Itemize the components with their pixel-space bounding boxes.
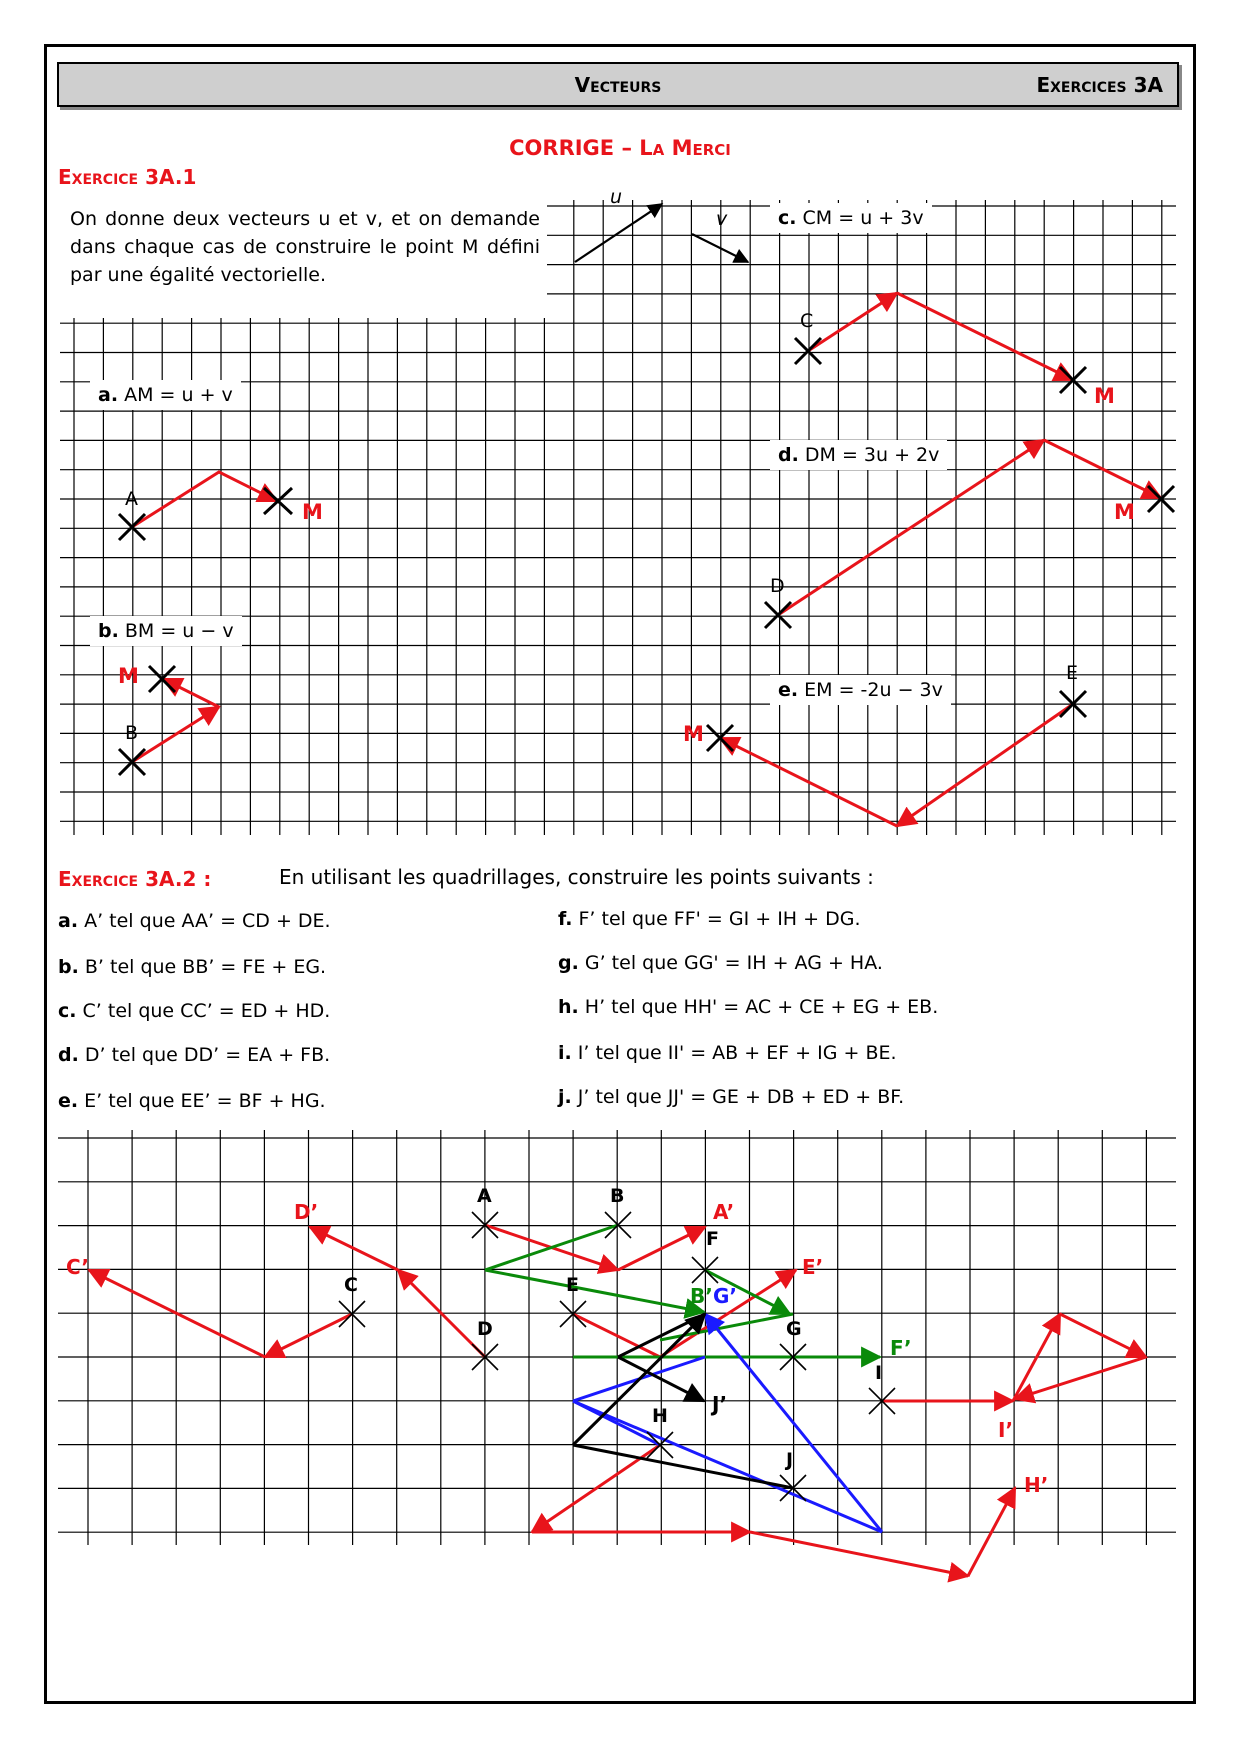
ex2-item-c: [58, 1000, 330, 1022]
label2-C: C: [344, 1274, 358, 1296]
ex2-item-i-key: i.: [558, 1042, 572, 1064]
path-H-3: [750, 1532, 968, 1576]
ex2-item-b: [58, 956, 326, 978]
ex2-item-e-text: E’ tel que EE’ = BF + HG.: [84, 1090, 326, 1112]
eq-a-text: AM = u + v: [124, 384, 233, 406]
label2-Gp: G’: [713, 1284, 738, 1308]
label-A: A: [125, 488, 138, 510]
ex2-item-d-key: d.: [58, 1044, 79, 1066]
ex2-blue-constructions: [573, 1314, 882, 1532]
ex2-item-d: [58, 1044, 330, 1066]
ex2-item-d-text: D’ tel que DD’ = EA + FB.: [84, 1044, 331, 1066]
ex2-item-h-text: H’ tel que HH' = AC + CE + EG + EB.: [584, 996, 939, 1018]
ex2-item-j: [558, 1086, 904, 1108]
label-M-b: M: [118, 664, 139, 688]
path-Gp-3: [573, 1401, 660, 1445]
eq-b: [90, 616, 242, 646]
ex2-item-a-key: a.: [58, 910, 79, 932]
point-A-cross: [119, 514, 145, 540]
label-M-c: M: [1094, 384, 1115, 408]
label2-Dp: D’: [294, 1200, 319, 1224]
label2-F: F: [706, 1228, 719, 1250]
path-E-1: [573, 1314, 660, 1357]
point-M-e-cross: [707, 725, 733, 751]
vector-u-arrow: [575, 204, 662, 262]
label2-D: D: [477, 1318, 493, 1340]
path-b-1: [132, 707, 219, 762]
eq-e: [770, 675, 951, 705]
label2-Ip: I’: [998, 1418, 1014, 1442]
ex2-item-a: [58, 910, 331, 932]
ex1-crosses: [119, 338, 1174, 775]
exercise-set-title: Exercices 3A: [1036, 73, 1163, 97]
eq-e-text: EM = -2u − 3v: [804, 679, 943, 701]
ex2-item-f-text: F’ tel que FF' = GI + IH + DG.: [578, 908, 861, 930]
ex2-item-i-text: I’ tel que II' = AB + EF + IG + BE.: [577, 1042, 897, 1064]
ex2-item-g-key: g.: [558, 952, 579, 974]
label2-H: H: [652, 1405, 668, 1427]
ex1-title: Exercice 3A.1: [58, 165, 197, 189]
label2-I: I: [875, 1362, 883, 1384]
ex2-item-g: [558, 952, 883, 974]
ex2-item-h: [558, 996, 938, 1018]
eq-c: [770, 203, 932, 233]
label-E: E: [1066, 662, 1079, 684]
eq-b-text: BM = u − v: [124, 620, 234, 642]
ex2-item-h-key: h.: [558, 996, 579, 1018]
eq-c-key: c.: [778, 207, 797, 229]
label2-Hp: H’: [1024, 1473, 1049, 1497]
ex1-statement: On donne deux vecteurs u et v, et on demande dans chaque cas de construire le point M défini par une égalité vectorielle.: [70, 208, 540, 286]
label2-G: G: [786, 1318, 802, 1340]
ex2-item-f-key: f.: [558, 908, 573, 930]
label2-Fp: F’: [890, 1336, 912, 1360]
label-M-d: M: [1114, 500, 1135, 524]
label-B: B: [125, 722, 139, 744]
ex2-item-c-text: C’ tel que CC’ = ED + HD.: [82, 1000, 331, 1022]
vector-u-label: u: [610, 186, 623, 208]
construction-c: [808, 293, 1073, 380]
label2-E: E: [566, 1274, 579, 1296]
label-M-a: M: [302, 500, 323, 524]
ex2-title: Exercice 3A.2 :: [58, 867, 212, 891]
ex2-instruction: En utilisant les quadrillages, construire les points suivants :: [279, 865, 874, 889]
eq-e-key: e.: [778, 679, 799, 701]
ex2-item-e-key: e.: [58, 1090, 79, 1112]
ex2-item-j-text: J’ tel que JJ' = GE + DB + ED + BF.: [577, 1086, 905, 1108]
ex2-item-i: [558, 1042, 897, 1064]
label2-Jp: J’: [712, 1392, 728, 1416]
ex2-item-b-text: B’ tel que BB’ = FE + EG.: [84, 956, 327, 978]
eq-d: [770, 440, 947, 470]
path-D-2: [310, 1227, 398, 1270]
label2-B: B: [610, 1185, 625, 1207]
ex2-item-b-key: b.: [58, 956, 79, 978]
school-name: La Merci: [639, 136, 731, 160]
ex2-item-a-text: A’ tel que AA’ = CD + DE.: [84, 910, 331, 932]
label2-A: A: [477, 1185, 492, 1207]
vector-v-arrow: [692, 234, 748, 262]
chapter-title: Vecteurs: [574, 73, 662, 97]
eq-c-text: CM = u + 3v: [802, 207, 924, 229]
eq-b-key: b.: [98, 620, 119, 642]
point-B-cross: [119, 749, 145, 775]
label-M-e: M: [683, 722, 704, 746]
label2-J: J: [786, 1449, 794, 1471]
eq-a: [90, 380, 241, 410]
corrige-prefix: CORRIGE –: [509, 136, 640, 160]
path-J-2: [573, 1314, 705, 1445]
label2-Cp: C’: [66, 1255, 90, 1279]
ex2-item-e: [58, 1090, 326, 1112]
ex2-item-g-text: G’ tel que GG' = IH + AG + HA.: [584, 952, 883, 974]
vector-v-label: v: [716, 208, 728, 230]
label2-Bp: B’: [690, 1284, 713, 1308]
eq-d-text: DM = 3u + 2v: [804, 444, 940, 466]
label2-Ap: A’: [713, 1200, 735, 1224]
ex2-item-f: [558, 908, 861, 930]
label-D: D: [770, 575, 785, 597]
point-M-a-cross: [264, 488, 292, 514]
label2-Ep: E’: [802, 1255, 824, 1279]
path-I-3: [1060, 1314, 1146, 1357]
path-c-1: [808, 293, 897, 351]
path-Gp-1: [573, 1401, 882, 1532]
point-C-cross: [795, 338, 821, 364]
eq-a-key: a.: [98, 384, 119, 406]
eq-d-key: d.: [778, 444, 799, 466]
point-D-cross: [765, 602, 791, 628]
label-C: C: [800, 310, 814, 332]
ex2-item-c-key: c.: [58, 1000, 77, 1022]
path-F-2: [485, 1270, 704, 1312]
ex2-item-j-key: j.: [558, 1086, 572, 1108]
construction-e: [720, 704, 1073, 826]
